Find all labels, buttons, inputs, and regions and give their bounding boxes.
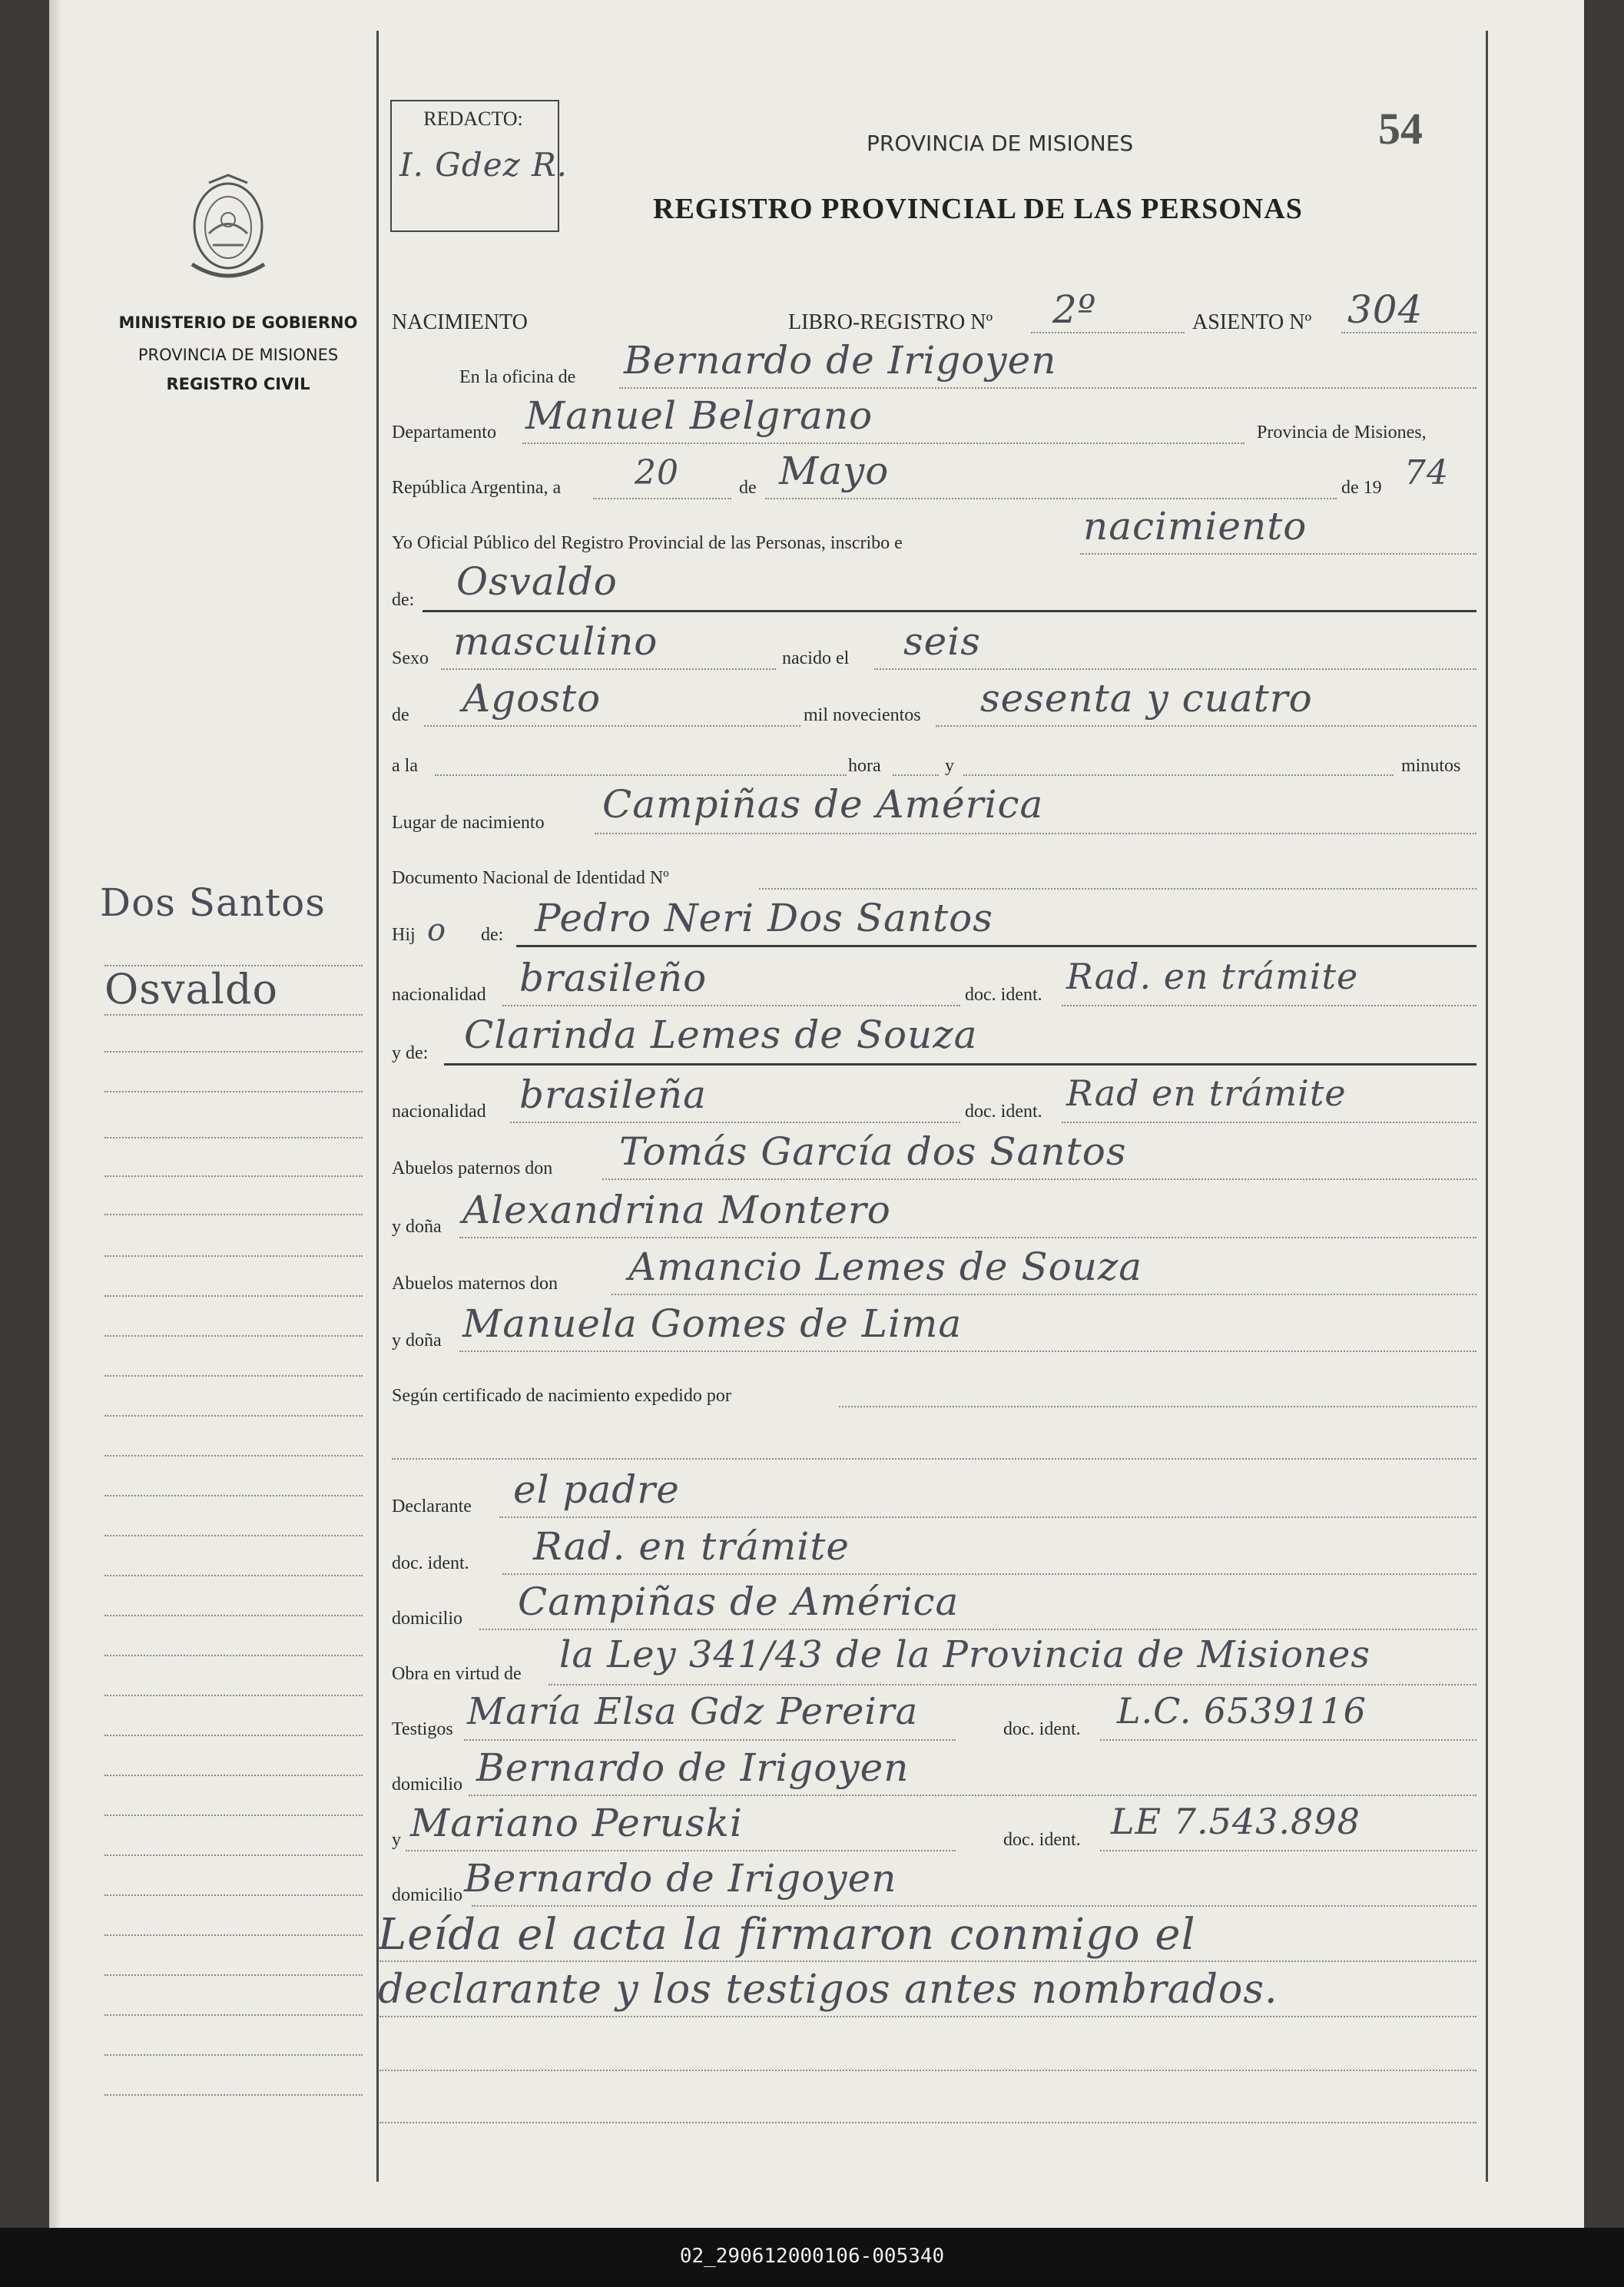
margin-note-given-name: Osvaldo bbox=[104, 965, 279, 1013]
witness2-address-value: Bernardo de Irigoyen bbox=[464, 1856, 897, 1901]
lugar-label: Lugar de nacimiento bbox=[392, 813, 545, 833]
domicilio-testigo1-label: domicilio bbox=[392, 1775, 462, 1795]
doc-padre-label: doc. ident. bbox=[965, 985, 1042, 1005]
doc-madre-label: doc. ident. bbox=[965, 1102, 1042, 1122]
testigos-label: Testigos bbox=[392, 1719, 453, 1739]
seal-civil-registry: REGISTRO CIVIL bbox=[166, 375, 310, 393]
page-number: 54 bbox=[1378, 104, 1423, 154]
libro-value: 2º bbox=[1052, 287, 1097, 332]
obra-value: la Ley 341/43 de la Provincia de Misiones bbox=[559, 1633, 1370, 1676]
hijo-de-label: de: bbox=[481, 925, 504, 945]
declarante-doc-value: Rad. en trámite bbox=[533, 1524, 850, 1569]
witness1-value: María Elsa Gdz Pereira bbox=[467, 1690, 919, 1733]
nombre-label: de: bbox=[392, 590, 415, 610]
doc-testigo2-label: doc. ident. bbox=[1003, 1830, 1081, 1850]
sexo-label: Sexo bbox=[392, 648, 429, 668]
seal-ministry: MINISTERIO DE GOBIERNO bbox=[118, 313, 358, 332]
y-label: y bbox=[945, 756, 954, 776]
mes-nac-label: de bbox=[392, 705, 409, 725]
header-province: PROVINCIA DE MISIONES bbox=[867, 131, 1134, 156]
footer-bar bbox=[0, 2228, 1624, 2287]
margin-note-surname: Dos Santos bbox=[100, 880, 326, 925]
oficina-label: En la oficina de bbox=[459, 367, 576, 387]
abuela-materna-label: y doña bbox=[392, 1331, 442, 1351]
republica-label: República Argentina, a bbox=[392, 478, 562, 498]
paternal-grandfather-value: Tomás García dos Santos bbox=[619, 1129, 1127, 1174]
month-value: Mayo bbox=[779, 449, 890, 493]
nacido-label: nacido el bbox=[782, 648, 850, 668]
maternal-grandmother-value: Manuela Gomes de Lima bbox=[462, 1301, 963, 1346]
domicilio-testigo2-label: domicilio bbox=[392, 1885, 462, 1905]
father-value: Pedro Neri Dos Santos bbox=[535, 896, 993, 940]
departamento-value: Manuel Belgrano bbox=[525, 393, 873, 438]
mother-value: Clarinda Lemes de Souza bbox=[464, 1013, 978, 1057]
father-nationality-value: brasileño bbox=[519, 956, 708, 1000]
inscribo-value: nacimiento bbox=[1083, 504, 1307, 549]
lugar-value: Campiñas de América bbox=[602, 782, 1044, 827]
mother-doc-value: Rad en trámite bbox=[1066, 1072, 1347, 1114]
asiento-label: ASIENTO Nº bbox=[1192, 310, 1312, 334]
redacto-label: REDACTO: bbox=[423, 108, 523, 130]
page-spine bbox=[49, 0, 61, 2228]
header-registry-title: REGISTRO PROVINCIAL DE LAS PERSONAS bbox=[653, 193, 1303, 225]
witness1-address-value: Bernardo de Irigoyen bbox=[476, 1745, 910, 1790]
mil-label: mil novecientos bbox=[804, 705, 921, 725]
asiento-value: 304 bbox=[1347, 287, 1423, 332]
witness1-doc-value: L.C. 6539116 bbox=[1117, 1690, 1367, 1732]
margin-rule-right bbox=[1486, 31, 1488, 2182]
abuela-paterna-label: y doña bbox=[392, 1217, 442, 1237]
segun-label: Según certificado de nacimiento expedido por bbox=[392, 1386, 731, 1406]
departamento-label: Departamento bbox=[392, 423, 496, 442]
abuelos-paternos-label: Abuelos paternos don bbox=[392, 1158, 553, 1178]
declarante-value: el padre bbox=[513, 1467, 680, 1512]
doc-testigo1-label: doc. ident. bbox=[1003, 1719, 1081, 1739]
madre-label: y de: bbox=[392, 1043, 429, 1063]
margin-rule-left bbox=[376, 31, 379, 2182]
doc-declarante-label: doc. ident. bbox=[392, 1553, 469, 1573]
hijo-suffix: o bbox=[427, 913, 447, 948]
declarante-label: Declarante bbox=[392, 1496, 472, 1516]
year-value: 74 bbox=[1404, 453, 1449, 492]
mother-nationality-value: brasileña bbox=[519, 1072, 707, 1117]
testigo2-label: y bbox=[392, 1830, 401, 1850]
a-la-label: a la bbox=[392, 756, 418, 776]
witness2-doc-value: LE 7.543.898 bbox=[1111, 1801, 1361, 1842]
de-label: de bbox=[739, 478, 757, 498]
sexo-value: masculino bbox=[453, 619, 658, 664]
provincia-text: Provincia de Misiones, bbox=[1257, 423, 1427, 442]
seal-province: PROVINCIA DE MISIONES bbox=[138, 346, 339, 364]
inscribo-label: Yo Oficial Público del Registro Provincial de las Personas, inscribo e bbox=[392, 533, 903, 553]
nacionalidad-madre-label: nacionalidad bbox=[392, 1102, 486, 1122]
libro-label: LIBRO-REGISTRO Nº bbox=[788, 310, 993, 334]
oficina-value: Bernardo de Irigoyen bbox=[624, 338, 1057, 383]
redacto-value: I. Gdez R. bbox=[399, 146, 568, 184]
maternal-grandfather-value: Amancio Lemes de Souza bbox=[628, 1245, 1143, 1289]
paternal-grandmother-value: Alexandrina Montero bbox=[462, 1188, 891, 1232]
hora-label: hora bbox=[848, 756, 881, 776]
birth-month-value: Agosto bbox=[462, 676, 602, 721]
nacido-day-value: seis bbox=[903, 619, 981, 664]
closing-line-2: declarante y los testigos antes nombrados. bbox=[378, 1967, 1278, 2013]
obra-label: Obra en virtud de bbox=[392, 1664, 522, 1684]
hijo-label: Hij bbox=[392, 925, 416, 945]
child-name-value: Osvaldo bbox=[456, 559, 618, 604]
coat-of-arms-seal bbox=[178, 172, 278, 295]
abuelos-maternos-label: Abuelos maternos don bbox=[392, 1274, 558, 1294]
nacionalidad-padre-label: nacionalidad bbox=[392, 985, 486, 1005]
domicilio-value: Campiñas de América bbox=[518, 1579, 959, 1624]
year-prefix: de 19 bbox=[1341, 478, 1382, 498]
witness2-value: Mariano Peruski bbox=[410, 1801, 743, 1845]
father-doc-value: Rad. en trámite bbox=[1066, 956, 1359, 997]
dni-label: Documento Nacional de Identidad Nº bbox=[392, 868, 669, 888]
closing-line-1: Leída el acta la firmaron conmigo el bbox=[378, 1910, 1196, 1960]
domicilio-label: domicilio bbox=[392, 1609, 462, 1629]
birth-year-value: sesenta y cuatro bbox=[980, 676, 1313, 721]
footer-id: 02_290612000106-005340 bbox=[679, 2245, 945, 2268]
day-value: 20 bbox=[635, 453, 679, 492]
minutos-label: minutos bbox=[1401, 756, 1461, 776]
record-type: NACIMIENTO bbox=[392, 310, 528, 334]
